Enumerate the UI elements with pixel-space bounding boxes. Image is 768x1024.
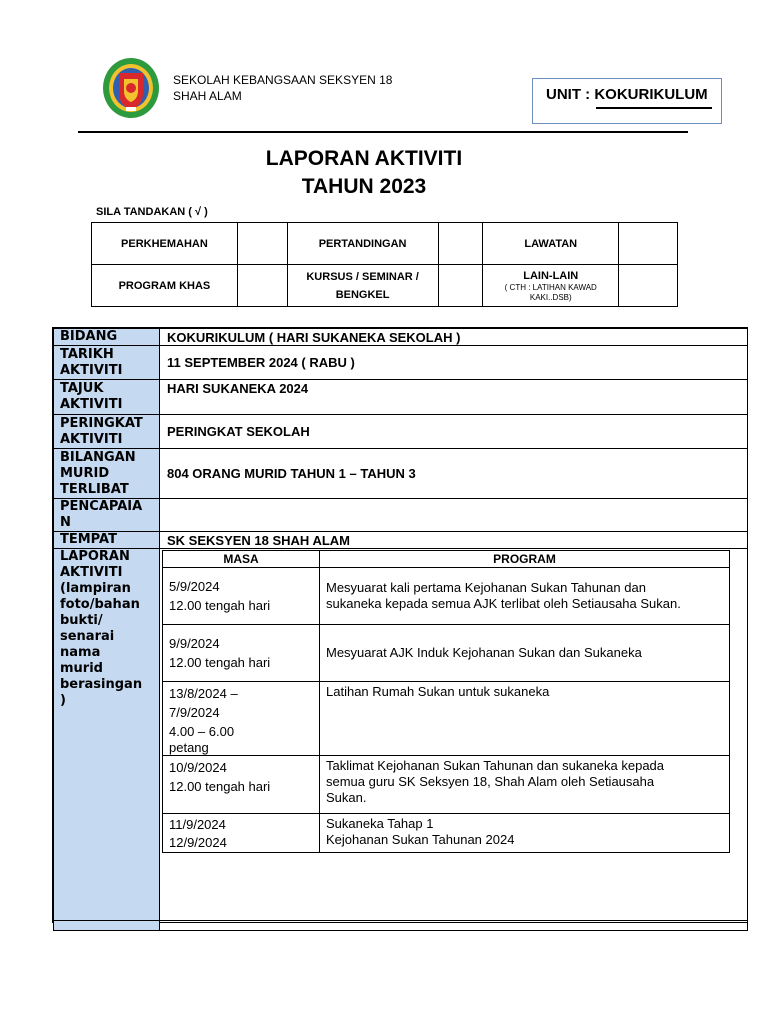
bilangan-value: 804 ORANG MURID TAHUN 1 – TAHUN 3 [160,449,748,499]
tajuk-label [54,380,160,415]
masa-line: 13/8/2024 – [169,686,238,701]
tick-box-perkhemahan[interactable] [237,223,287,265]
tarikh-label-line1: TARIKH [60,346,114,362]
program-line: Mesyuarat AJK Induk Kejohanan Sukan dan Sukaneka [326,645,642,660]
page-title-line2: TAHUN 2023 [301,175,427,198]
col-program: PROGRAM [320,551,730,568]
pencapaian-value[interactable] [160,499,748,532]
bidang-value: KOKURIKULUM ( HARI SUKANEKA SEKOLAH ) [160,329,748,346]
tempat-label: TEMPAT [54,532,160,549]
bilangan-label-line2: MURID [60,465,110,481]
type-lain-lain-note2: KAKI..DSB) [529,292,572,302]
program-cell [320,814,730,853]
masa-cell [163,682,320,756]
masa-line: 9/9/2024 [169,636,220,651]
laporan-label-line: AKTIVITI [60,565,123,580]
laporan-content [160,549,748,921]
program-line: semua guru SK Seksyen 18, Shah Alam oleh Setiausaha [326,774,655,789]
laporan-label-continued [54,921,160,931]
program-table [162,550,730,853]
activity-type-table [91,222,678,307]
tempat-value: SK SEKSYEN 18 SHAH ALAM [160,532,748,549]
type-program-khas: PROGRAM KHAS [92,265,238,307]
tick-instruction: SILA TANDAKAN ( √ ) [96,206,208,218]
bidang-label: BIDANG [54,329,160,346]
program-line: Sukan. [326,790,367,805]
program-line: Taklimat Kejohanan Sukan Tahunan dan sukaneka kepada [326,758,665,773]
program-cell [320,756,730,814]
unit-underline [596,107,712,109]
masa-cell [163,756,320,814]
masa-line: 12.00 tengah hari [169,598,271,613]
type-lain-lain-label: LAIN-LAIN [523,269,579,282]
report-table [53,328,748,931]
laporan-label-line: (lampiran [60,581,131,596]
program-line: Kejohanan Sukan Tahunan 2024 [326,832,515,847]
type-perkhemahan: PERKHEMAHAN [92,223,238,265]
masa-line: 4.00 – 6.00 [169,724,235,739]
program-cell [320,568,730,625]
laporan-label [54,549,160,921]
tick-box-kursus[interactable] [438,265,483,307]
laporan-label-line: nama [60,645,101,660]
laporan-label-line: murid [60,661,103,676]
type-kursus-line2: BENGKEL [335,288,390,301]
bilangan-label-line1: BILANGAN [60,449,136,465]
tajuk-label-line2: AKTIVITI [60,397,123,412]
school-crest-icon [102,57,160,119]
masa-line: 11/9/2024 [169,817,226,832]
school-name-line1: SEKOLAH KEBANGSAAN SEKSYEN 18 [173,73,393,87]
tick-box-lawatan[interactable] [619,223,678,265]
masa-line: 12/9/2024 [169,835,227,850]
tick-box-lain-lain[interactable] [619,265,678,307]
masa-line: 12.00 tengah hari [169,655,271,670]
type-kursus [287,265,438,307]
tajuk-value: HARI SUKANEKA 2024 [160,380,748,415]
tarikh-label-line2: AKTIVITI [60,362,123,378]
program-line: Mesyuarat kali pertama Kejohanan Sukan Tahunan dan [326,580,646,595]
pencapaian-label [54,499,160,532]
page-title-line1: LAPORAN AKTIVITI [265,147,463,170]
type-pertandingan: PERTANDINGAN [287,223,438,265]
peringkat-label [54,415,160,449]
peringkat-value: PERINGKAT SEKOLAH [160,415,748,449]
masa-cell [163,625,320,682]
type-lawatan: LAWATAN [483,223,619,265]
program-cell [320,625,730,682]
type-lain-lain [483,265,619,307]
peringkat-label-line2: AKTIVITI [60,431,123,447]
masa-cell [163,814,320,853]
tajuk-label-line1: TAJUK [60,381,104,396]
tick-box-program-khas[interactable] [237,265,287,307]
masa-line: 10/9/2024 [169,760,227,775]
type-lain-lain-note1: ( CTH : LATIHAN KAWAD [504,282,597,292]
program-cell [320,682,730,756]
pencapaian-label-line2: N [60,515,71,530]
program-line: Sukaneka Tahap 1 [326,816,434,831]
masa-line: 12.00 tengah hari [169,779,271,794]
laporan-label-line: bukti/ [60,613,103,628]
masa-line: 5/9/2024 [169,579,220,594]
col-masa: MASA [163,551,320,568]
laporan-label-line: berasingan [60,677,143,692]
peringkat-label-line1: PERINGKAT [60,415,143,431]
unit-value: KOKURIKULUM [594,86,708,103]
bilangan-label [54,449,160,499]
masa-line: 7/9/2024 [169,705,220,720]
program-line: Latihan Rumah Sukan untuk sukaneka [326,684,550,699]
bilangan-label-line3: TERLIBAT [60,481,129,497]
tarikh-label [54,346,160,380]
program-line: sukaneka kepada semua AJK terlibat oleh Setiausaha Sukan. [326,596,681,611]
unit-label [546,86,708,103]
report-form [52,327,748,923]
header-divider [78,131,688,133]
laporan-label-line: foto/bahan [60,597,140,612]
unit-prefix: UNIT : [546,86,595,103]
tarikh-value: 11 SEPTEMBER 2024 ( RABU ) [160,346,748,380]
school-name-line2: SHAH ALAM [173,89,242,103]
pencapaian-label-line1: PENCAPAIA [60,499,143,514]
masa-cell [163,568,320,625]
laporan-label-line: senarai [60,629,115,644]
laporan-label-line: LAPORAN [60,549,130,564]
tick-box-pertandingan[interactable] [438,223,483,265]
school-name [173,72,392,104]
type-kursus-line1: KURSUS / SEMINAR / [306,270,419,283]
empty-row[interactable] [160,921,748,931]
masa-line: petang [169,740,209,755]
laporan-label-line: ) [60,693,66,708]
